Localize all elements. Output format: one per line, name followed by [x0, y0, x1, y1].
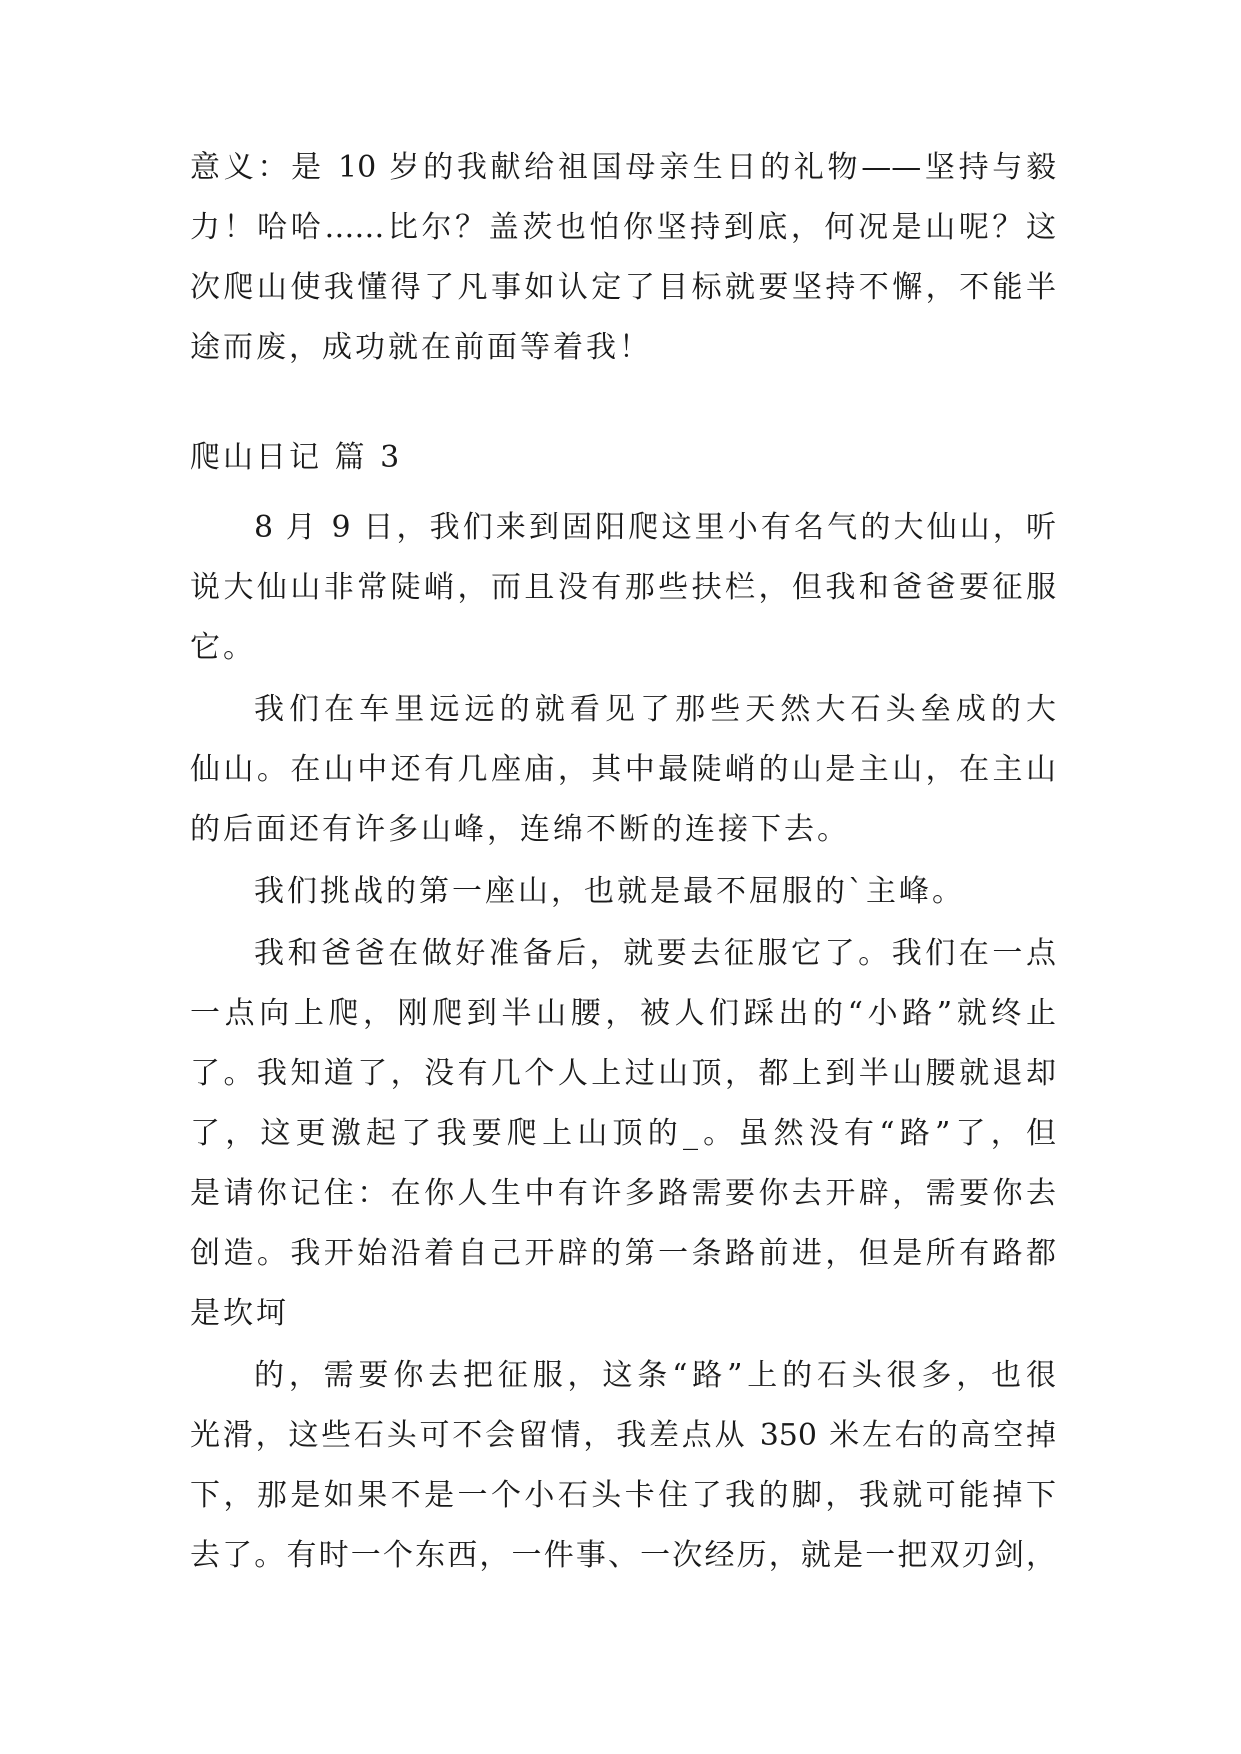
text-line: 是请你记住：在你人生中有许多路需要你去开辟，需要你去: [190, 1176, 1056, 1211]
text-line: 我们挑战的第一座山，也就是最不屈服的`主峰。: [254, 874, 965, 909]
text-line: 8 月 9 日，我们来到固阳爬这里小有名气的大仙山，听: [254, 510, 1056, 545]
text-line: 我们在车里远远的就看见了那些天然大石头垒成的大: [254, 692, 1056, 727]
text-line: 力！哈哈……比尔？盖茨也怕你坚持到底，何况是山呢？这: [190, 210, 1056, 245]
document-page: [190, 0, 1056, 1754]
text-line: 了，这更激起了我要爬上山顶的_。虽然没有“路”了，但: [190, 1116, 1056, 1151]
text-line: 仙山。在山中还有几座庙，其中最陡峭的山是主山，在主山: [190, 752, 1056, 787]
text-line: 一点向上爬，刚爬到半山腰，被人们踩出的“小路”就终止: [190, 996, 1056, 1031]
text-line: 了。我知道了，没有几个人上过山顶，都上到半山腰就退却: [190, 1056, 1056, 1091]
text-line: 意义：是 10 岁的我献给祖国母亲生日的礼物——坚持与毅: [190, 150, 1056, 185]
text-line: 是坎坷: [190, 1296, 289, 1331]
text-line: 下，那是如果不是一个小石头卡住了我的脚，我就可能掉下: [190, 1478, 1056, 1513]
text-line: 它。: [190, 630, 256, 665]
text-line: 我和爸爸在做好准备后，就要去征服它了。我们在一点: [254, 936, 1056, 971]
text-line: 次爬山使我懂得了凡事如认定了目标就要坚持不懈，不能半: [190, 270, 1056, 305]
text-line: 的后面还有许多山峰，连绵不断的连接下去。: [190, 812, 850, 847]
text-line: 途而废，成功就在前面等着我！: [190, 330, 652, 365]
text-line: 创造。我开始沿着自己开辟的第一条路前进，但是所有路都: [190, 1236, 1056, 1271]
text-line: 的，需要你去把征服，这条“路”上的石头很多，也很: [254, 1358, 1056, 1393]
text-line: 去了。有时一个东西，一件事、一次经历，就是一把双刃剑，: [190, 1538, 1056, 1573]
section-heading: 爬山日记 篇 3: [190, 440, 403, 475]
text-line: 光滑，这些石头可不会留情，我差点从 350 米左右的高空掉: [190, 1418, 1056, 1453]
text-line: 说大仙山非常陡峭，而且没有那些扶栏，但我和爸爸要征服: [190, 570, 1056, 605]
